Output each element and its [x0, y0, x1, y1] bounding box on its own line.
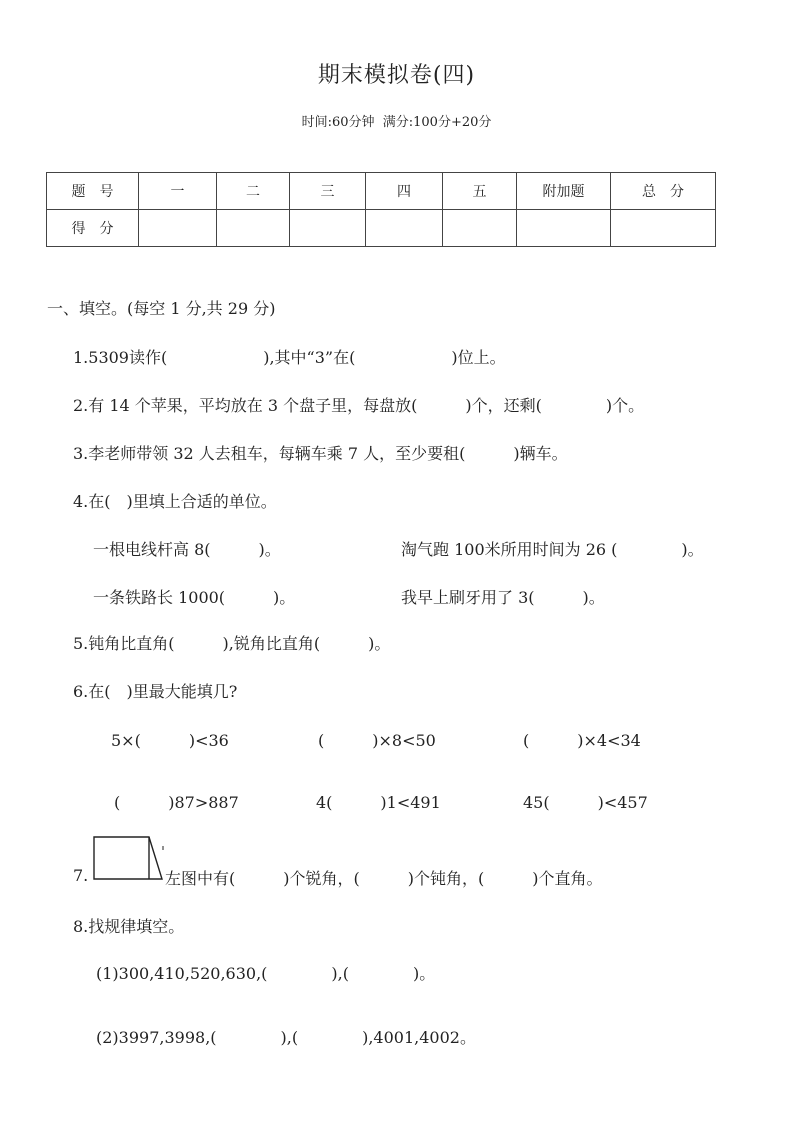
header-cell-question-number: 题 号 [47, 173, 139, 210]
header-cell-bonus: 附加题 [517, 173, 611, 210]
question-2: 2.有 14 个苹果，平均放在 3 个盘子里，每盘放( )个，还剩( )个。 [73, 396, 645, 415]
header-cell-2: 二 [217, 173, 290, 210]
question-3: 3.李老师带领 32 人去租车，每辆车乘 7 人，至少要租( )辆车。 [73, 444, 568, 463]
score-cell[interactable] [139, 210, 217, 247]
question-6-item-f: 45( )<457 [523, 793, 648, 812]
score-cell[interactable] [611, 210, 716, 247]
question-4-item-d: 我早上刷牙用了 3( )。 [401, 588, 605, 607]
score-cell[interactable] [517, 210, 611, 247]
score-cell[interactable] [290, 210, 366, 247]
question-8: 8.找规律填空。 [73, 917, 185, 936]
exam-info: 时间:60分钟 满分:100分+20分 [301, 115, 492, 130]
score-table-score-row [47, 210, 716, 247]
header-cell-1: 一 [139, 173, 217, 210]
question-4-item-b: 淘气跑 100米所用时间为 26 ( )。 [401, 540, 704, 559]
question-7: 左图中有( )个锐角，( )个钝角，( )个直角。 [165, 869, 603, 888]
question-5: 5.钝角比直角( ),锐角比直角( )。 [73, 634, 391, 653]
score-table [46, 172, 716, 247]
question-6-item-c: ( )×4<34 [523, 731, 641, 750]
score-cell[interactable] [217, 210, 290, 247]
question-6: 6.在( )里最大能填几? [73, 682, 238, 701]
header-cell-total: 总 分 [611, 173, 716, 210]
question-1: 1.5309读作( ),其中“3”在( )位上。 [73, 348, 506, 367]
question-6-item-e: 4( )1<491 [316, 793, 441, 812]
page-title: 期末模拟卷(四) [317, 63, 476, 88]
score-cell[interactable] [366, 210, 443, 247]
score-row-label: 得 分 [47, 210, 139, 247]
question-4: 4.在( )里填上合适的单位。 [73, 492, 277, 511]
header-cell-4: 四 [366, 173, 443, 210]
question-6-item-b: ( )×8<50 [318, 731, 436, 750]
trapezoid-figure [93, 836, 165, 882]
section-heading: 一、填空。(每空 1 分,共 29 分) [47, 299, 276, 318]
question-8-item-2: (2)3997,3998,( ),( ),4001,4002。 [96, 1028, 476, 1047]
score-table-header-row [47, 173, 716, 210]
question-6-item-d: ( )87>887 [114, 793, 239, 812]
question-8-item-1: (1)300,410,520,630,( ),( )。 [96, 964, 436, 983]
header-cell-5: 五 [443, 173, 517, 210]
header-cell-3: 三 [290, 173, 366, 210]
question-4-item-c: 一条铁路长 1000( )。 [93, 588, 296, 607]
question-7-number: 7. [73, 866, 89, 885]
question-6-item-a: 5×( )<36 [111, 731, 229, 750]
score-cell[interactable] [443, 210, 517, 247]
question-4-item-a: 一根电线杆高 8( )。 [93, 540, 281, 559]
